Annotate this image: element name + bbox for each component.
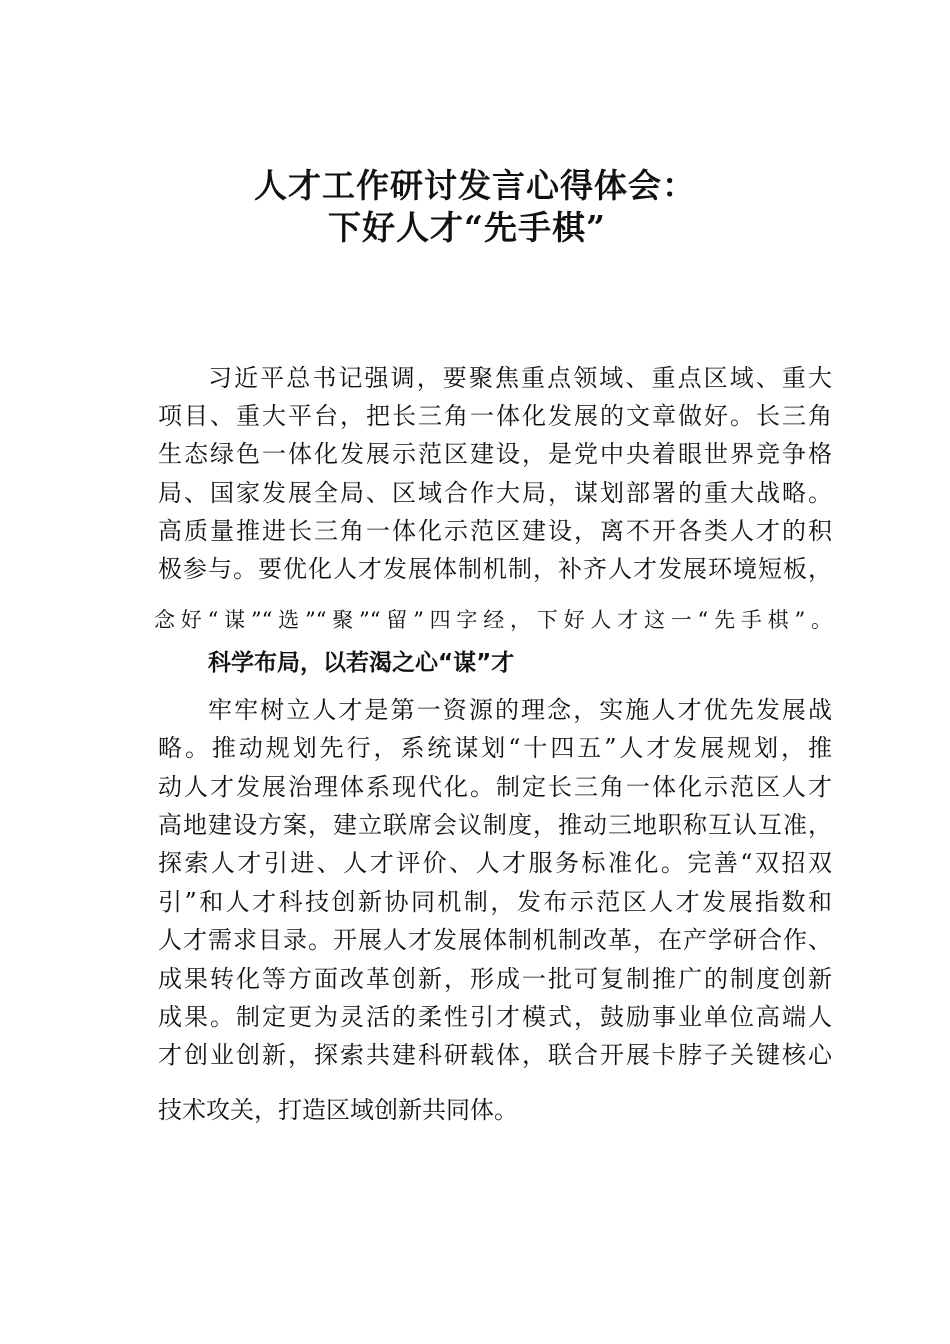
section-paragraph-line: 牢牢树立人才是第一资源的理念，实施人才优先发展战 [208,696,832,724]
section-paragraph-line: 成果转化等方面改革创新，形成一批可复制推广的制度创新 [158,965,832,993]
section-paragraph-line: 人才需求目录。开展人才发展体制机制改革，在产学研合作、 [158,926,832,954]
section-paragraph-line: 才创业创新，探索共建科研载体，联合开展卡脖子关键核心 [158,1041,832,1069]
intro-paragraph-line: 习近平总书记强调，要聚焦重点领域、重点区域、重大 [208,364,832,392]
intro-paragraph-line: 项目、重大平台，把长三角一体化发展的文章做好。长三角 [158,402,832,430]
section-paragraph-line: 技术攻关，打造区域创新共同体。 [158,1096,518,1124]
section-paragraph-line: 探索人才引进、人才评价、人才服务标准化。完善“双招双 [158,849,832,877]
section-paragraph-line: 成果。制定更为灵活的柔性引才模式，鼓励事业单位高端人 [158,1003,832,1031]
intro-paragraph-line: 生态绿色一体化发展示范区建设，是党中央着眼世界竞争格 [158,440,832,468]
document-title-line-1: 人才工作研讨发言心得体会： [254,166,696,205]
section-paragraph-line: 略。推动规划先行，系统谋划“十四五”人才发展规划，推 [158,734,832,762]
intro-paragraph-line: 念好“谋”“选”“聚”“留”四字经，下好人才这一“先手棋”。 [154,608,832,632]
document-title-line-2: 下好人才“先手棋” [328,208,606,247]
section-paragraph-line: 高地建设方案，建立联席会议制度，推动三地职称互认互准， [158,811,832,839]
intro-paragraph-line: 高质量推进长三角一体化示范区建设，离不开各类人才的积 [158,517,832,545]
intro-paragraph-line: 局、国家发展全局、区域合作大局，谋划部署的重大战略。 [158,479,832,507]
section-paragraph-line: 引”和人才科技创新协同机制，发布示范区人才发展指数和 [158,888,832,916]
section-paragraph-line: 动人才发展治理体系现代化。制定长三角一体化示范区人才 [158,773,832,801]
intro-paragraph-line: 极参与。要优化人才发展体制机制，补齐人才发展环境短板， [158,555,832,583]
section-heading: 科学布局，以若渴之心“谋”才 [208,650,515,676]
